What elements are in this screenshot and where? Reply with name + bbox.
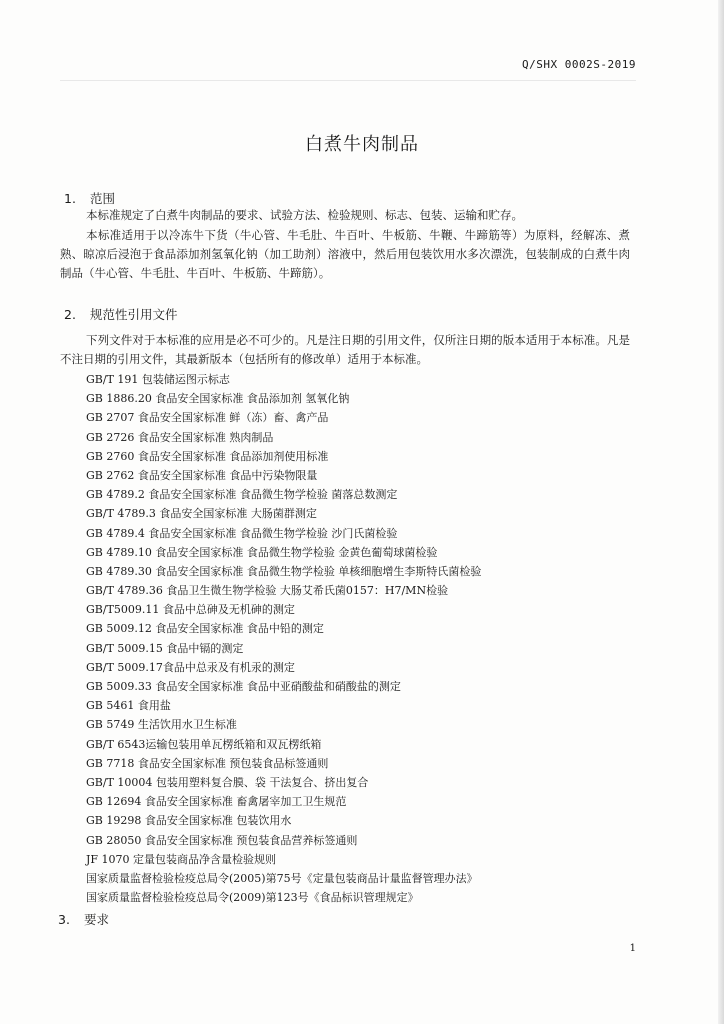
- section-3-title: 要求: [84, 912, 110, 927]
- reference-item: GB/T 10004 包装用塑料复合膜、袋 干法复合、挤出复合: [86, 775, 369, 789]
- section-1-paragraph-1: 本标准规定了白煮牛肉制品的要求、试验方法、检验规则、标志、包装、运输和贮存。: [86, 208, 523, 222]
- reference-item: GB/T 4789.36 食品卫生微生物学检验 大肠艾希氏菌0157：H7/MN检验: [86, 584, 449, 598]
- document-title: 白煮牛肉制品: [305, 134, 419, 155]
- reference-item: GB 4789.10 食品安全国家标准 食品微生物学检验 金黄色葡萄球菌检验: [86, 545, 438, 559]
- normative-references-list: [86, 370, 481, 907]
- section-1-heading: [64, 189, 115, 207]
- reference-item: GB/T 4789.3 食品安全国家标准 大肠菌群测定: [86, 507, 317, 521]
- reference-item: GB 2760 食品安全国家标准 食品添加剂使用标准: [86, 449, 329, 463]
- reference-item: GB 4789.30 食品安全国家标准 食品微生物学检验 单核细胞增生李斯特氏菌检验: [86, 564, 482, 578]
- reference-item: GB/T 6543运输包装用单瓦楞纸箱和双瓦楞纸箱: [86, 737, 322, 751]
- reference-item: GB 5461 食用盐: [86, 699, 171, 713]
- section-3-number: 3.: [58, 912, 70, 927]
- reference-item: GB 5009.33 食品安全国家标准 食品中亚硝酸盐和硝酸盐的测定: [86, 680, 401, 693]
- reference-item: 国家质量监督检验检疫总局令(2005)第75号《定量包装商品计量监督管理办法》: [86, 871, 478, 885]
- standard-code: Q/SHX 0002S-2019: [522, 58, 636, 71]
- reference-item: 国家质量监督检验检疫总局令(2009)第123号《食品标识管理规定》: [86, 891, 419, 905]
- page-number: 1: [629, 943, 636, 954]
- reference-item: GB 19298 食品安全国家标准 包装饮用水: [86, 814, 292, 828]
- reference-item: GB 2762 食品安全国家标准 食品中污染物限量: [86, 468, 318, 482]
- reference-item: GB/T 191 包装储运图示标志: [86, 373, 230, 386]
- reference-item: JF 1070 定量包装商品净含量检验规则: [86, 852, 277, 866]
- reference-item: GB 12694 食品安全国家标准 畜禽屠宰加工卫生规范: [86, 795, 347, 809]
- section-2-title: 规范性引用文件: [90, 307, 178, 322]
- section-3-heading: [58, 910, 109, 928]
- reference-item: GB 1886.20 食品安全国家标准 食品添加剂 氢氧化钠: [86, 392, 350, 406]
- reference-item: GB 5749 生活饮用水卫生标准: [86, 718, 237, 732]
- reference-item: GB 2726 食品安全国家标准 熟肉制品: [86, 430, 274, 444]
- reference-item: GB 5009.12 食品安全国家标准 食品中铅的测定: [86, 622, 324, 636]
- reference-item: GB/T 5009.17食品中总汞及有机汞的测定: [86, 660, 295, 674]
- reference-item: GB 4789.2 食品安全国家标准 食品微生物学检验 菌落总数测定: [86, 488, 398, 502]
- section-2-number: 2.: [64, 307, 76, 322]
- reference-item: GB/T5009.11 食品中总砷及无机砷的测定: [86, 603, 295, 617]
- reference-item: GB 28050 食品安全国家标准 预包装食品营养标签通则: [86, 833, 358, 847]
- reference-item: GB 7718 食品安全国家标准 预包装食品标签通则: [86, 756, 329, 770]
- reference-item: GB/T 5009.15 食品中镉的测定: [86, 641, 244, 655]
- reference-item: GB 4789.4 食品安全国家标准 食品微生物学检验 沙门氏菌检验: [86, 526, 398, 540]
- section-1-number: 1.: [64, 191, 76, 206]
- section-2-heading: [64, 305, 178, 323]
- section-1-title: 范围: [90, 191, 116, 206]
- section-1-paragraph-2: 本标准适用于以冷冻牛下货（牛心管、牛毛肚、牛百叶、牛板筋、牛鞭、牛蹄筋等）为原料，经解冻、煮熟、晾凉后浸泡于食品添加剂氢氧化钠（加工助剂）溶液中，然后用包装饮用水多次漂洗，包装制成的白煮牛肉制品（牛心管、牛毛肚、牛百叶、牛板筋、牛蹄筋）。: [60, 228, 630, 280]
- header-divider: [60, 80, 636, 81]
- section-2-paragraph-1: 下列文件对于本标准的应用是必不可少的。凡是注日期的引用文件，仅所注日期的版本适用于本标准。凡是不注日期的引用文件，其最新版本（包括所有的修改单）适用于本标准。: [60, 333, 630, 366]
- reference-item: GB 2707 食品安全国家标准 鲜（冻）畜、禽产品: [86, 411, 329, 425]
